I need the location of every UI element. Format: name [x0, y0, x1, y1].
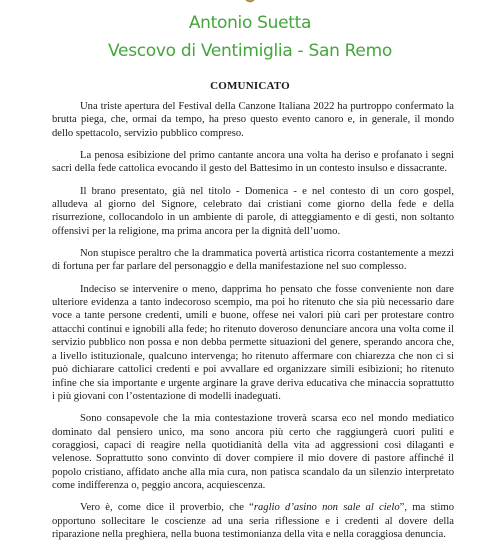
- paragraph: Una triste apertura del Festival della Canzone Italiana 2022 ha purtroppo confermato la brutta piega, che, ormai da tempo, ha preso questo evento canoro e, in generale, il mondo dello spettacolo, servizio pubblico compreso.: [52, 101, 454, 139]
- proverb-quote: raglio d’asino non sale al cielo: [253, 502, 400, 514]
- document-title: COMUNICATO: [210, 80, 290, 92]
- paragraph: La penosa esibizione del primo cantante ancora una volta ha deriso e profanato i segni sacri della fede cattolica evocando il gesto del Battesimo in un contesto insulso e dissacrante.: [52, 150, 454, 175]
- paragraph-proverb: [52, 501, 454, 541]
- paragraph: Indeciso se intervenire o meno, dapprima ho pensato che fosse conveniente non dare ulteriore evidenza a tanto indecoroso scempio, ma poi ho ritenuto che sia più necessario dare voce a tante persone credenti, umili e buone, offese nei valori più cari per protestare contro attacchi continui e ignobili alla fede; ho ritenuto doveroso denunciare ancora una volta come il servizio pubblico non possa e non debba permette situazioni del genere, sperando ancora che, a livello istituzionale, qualcuno intervenga; ho ritenuto affermare con chiarezza che non ci si può dichiarare cattolici credenti e poi avvallare ed organizzare simili esibizioni; ho ritenuto infine che sia importante e urgente arginare la grave deriva educativa che minaccia soprattutto i più giovani con l’ostentazione di modelli inadeguati.: [52, 283, 454, 402]
- paragraph: Il brano presentato, già nel titolo - Domenica - e nel contesto di un coro gospel, alludeva al giorno del Signore, celebrato dai cristiani come giorno della fede e della risurrezione, collocandolo in un ambiente di parole, di atteggiamento e di gesti, non soltanto offensivi per la religione, ma prima ancora per la dignità dell’uomo.: [52, 185, 454, 237]
- paragraph-text: ”, ma stimo opportuno sollecitare le coscienze ad una seria riflessione e i credenti al dovere della riparazione nella preghiera, nella buona testimonianza della vita e nella coraggiosa denuncia.: [52, 502, 454, 541]
- paragraph: Non stupisce peraltro che la drammatica povertà artistica ricorra costantemente a mezzi di fortuna per far parlare del personaggio e della manifestazione nel suo complesso.: [52, 248, 454, 273]
- episcopal-crest-icon: [243, 0, 257, 4]
- document-body: [52, 100, 454, 542]
- bishop-title: Vescovo di Ventimiglia - San Remo: [108, 41, 392, 61]
- bishop-name: Antonio Suetta: [188, 13, 312, 33]
- paragraph: Sono consapevole che la mia contestazione troverà scarsa eco nel mondo mediatico dominato dal pensiero unico, ma sono ancora più certo che raggiungerà cuori puliti e coraggiosi, capaci di reagire nella quotidianità della vita ad aggressioni così dilaganti e velenose. Soprattutto sono convinto di dover compiere il mio dovere di pastore affinché il popolo cristiano, affidato anche alla mia cura, non patisca scandalo da un silenzio interpretato come indifferenza o, peggio ancora, acquiescenza.: [52, 413, 454, 492]
- paragraph-text: Vero è, come dice il proverbio, che “: [80, 502, 254, 514]
